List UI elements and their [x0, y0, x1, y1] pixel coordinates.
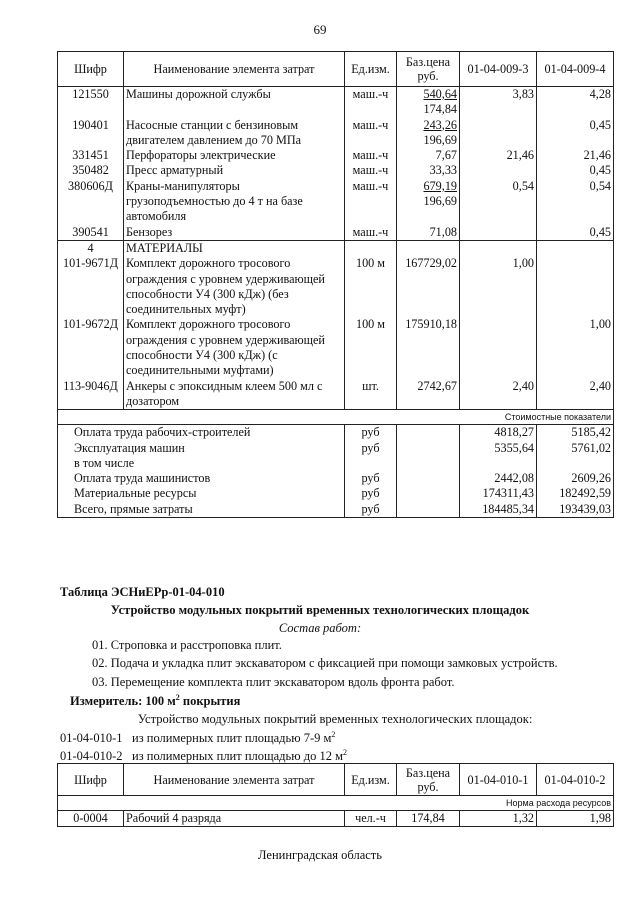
row-code: 0-0004 [58, 811, 124, 827]
price-secondary: 196,69 [423, 132, 457, 147]
row-unit: маш.-ч [345, 118, 397, 149]
row-unit: шт. [345, 379, 397, 410]
row-name: Комплект дорожного тросового ограждения с уровнем удерживающей способности У4 (300 кДж) (без соединительных муфт) [124, 256, 345, 317]
header-code: Шифр [58, 764, 124, 796]
measure-label: Измеритель: 100 м [70, 694, 176, 709]
row-value-1: 0,54 [460, 179, 537, 225]
total-row [58, 502, 614, 518]
total-value-1: 174311,43 [460, 486, 537, 501]
row-code: 390541 [58, 225, 124, 241]
header-variant-2: 01-04-009-4 [537, 52, 614, 87]
table-row [58, 163, 614, 178]
row-value-2: 1,98 [537, 811, 614, 827]
cost-caption-row [58, 410, 614, 425]
table-row [58, 87, 614, 118]
table-row [58, 317, 614, 378]
variant-line [60, 748, 347, 764]
total-name: в том числе [58, 456, 345, 471]
row-name: Насосные станции с бензиновым двигателем давлением до 70 МПа [124, 118, 345, 149]
row-code: 380606Д [58, 179, 124, 225]
cost-caption: Стоимостные показатели [58, 410, 614, 425]
total-value-1: 184485,34 [460, 502, 537, 518]
measure-suffix: покрытия [179, 694, 241, 709]
row-code: 350482 [58, 163, 124, 178]
header-variant-1: 01-04-009-3 [460, 52, 537, 87]
table-header [58, 52, 614, 87]
total-value-2: 2609,26 [537, 471, 614, 486]
table-row [58, 225, 614, 241]
total-value-2 [537, 456, 614, 471]
variant-code: 01-04-010-2 [60, 749, 123, 764]
row-code: 121550 [58, 87, 124, 118]
table-row [58, 179, 614, 225]
row-value-2: 0,45 [537, 163, 614, 178]
row-value-2: 0,45 [537, 225, 614, 241]
total-value-2: 182492,59 [537, 486, 614, 501]
row-unit: маш.-ч [345, 163, 397, 178]
variant-code: 01-04-010-1 [60, 731, 123, 746]
section-row [58, 240, 614, 256]
price-value: 679,19 [423, 178, 457, 193]
row-value-2: 0,45 [537, 118, 614, 149]
row-value-1 [460, 225, 537, 241]
row-price: 71,08 [397, 225, 460, 241]
row-unit: маш.-ч [345, 179, 397, 225]
variant-sup: 2 [342, 748, 347, 757]
total-value-1: 2442,08 [460, 471, 537, 486]
total-row [58, 456, 614, 471]
row-price: 174,84 [397, 811, 460, 827]
row-price [397, 179, 460, 225]
total-value-2: 5761,02 [537, 441, 614, 456]
total-value-1 [460, 456, 537, 471]
price-secondary: 174,84 [423, 102, 457, 117]
row-code: 101-9672Д [58, 317, 124, 378]
row-name: Анкеры с эпоксидным клеем 500 мл с дозатором [124, 379, 345, 410]
header-unit: Ед.изм. [345, 764, 397, 796]
section-title: МАТЕРИАЛЫ [124, 240, 345, 256]
variant-text: из полимерных плит площадью до 12 м [132, 749, 343, 764]
variant-sup: 2 [331, 730, 336, 739]
total-unit: руб [345, 486, 397, 501]
row-name: Комплект дорожного тросового ограждения с уровнем удерживающей способности У4 (300 кДж) (с соединительными муфтами) [124, 317, 345, 378]
row-price: 175910,18 [397, 317, 460, 378]
row-value-1 [460, 317, 537, 378]
total-unit: руб [345, 502, 397, 518]
header-price: Баз.цена руб. [397, 52, 460, 87]
section-code: 4 [58, 240, 124, 256]
header-code: Шифр [58, 52, 124, 87]
row-value-2: 0,54 [537, 179, 614, 225]
row-name: Перфораторы электрические [124, 148, 345, 163]
table-row [58, 148, 614, 163]
total-name: Всего, прямые затраты [58, 502, 345, 518]
row-price [397, 87, 460, 118]
row-unit: 100 м [345, 317, 397, 378]
total-unit: руб [345, 441, 397, 456]
total-value-1: 4818,27 [460, 425, 537, 441]
row-value-2: 21,46 [537, 148, 614, 163]
row-unit: маш.-ч [345, 87, 397, 118]
total-unit: руб [345, 471, 397, 486]
total-unit [345, 456, 397, 471]
row-value-1: 21,46 [460, 148, 537, 163]
total-value-2: 193439,03 [537, 502, 614, 518]
total-row [58, 441, 614, 456]
total-value-2: 5185,42 [537, 425, 614, 441]
total-value-1: 5355,64 [460, 441, 537, 456]
table-code: Таблица ЭСНиЕРр-01-04-010 [60, 585, 225, 599]
table-header [58, 764, 614, 796]
work-description: Устройство модульных покрытий временных технологических площадок: [137, 712, 533, 726]
composition-title: Состав работ: [278, 621, 362, 635]
row-name: Пресс арматурный [124, 163, 345, 178]
row-code: 331451 [58, 148, 124, 163]
price-value: 243,26 [423, 117, 457, 132]
total-row [58, 486, 614, 501]
norm-caption: Норма расхода ресурсов [58, 796, 614, 811]
header-name: Наименование элемента затрат [124, 52, 345, 87]
row-value-2: 2,40 [537, 379, 614, 410]
row-value-1: 3,83 [460, 87, 537, 118]
resource-table [57, 51, 614, 518]
row-value-1: 1,32 [460, 811, 537, 827]
work-step: 03. Перемещение комплекта плит экскаватором вдоль фронта работ. [92, 675, 455, 689]
row-unit: маш.-ч [345, 225, 397, 241]
row-value-1: 1,00 [460, 256, 537, 317]
row-price [397, 118, 460, 149]
row-price: 2742,67 [397, 379, 460, 410]
table-row [58, 118, 614, 149]
header-variant-2: 01-04-010-2 [537, 764, 614, 796]
measure-sup: 2 [175, 693, 180, 702]
norm-caption-row [58, 796, 614, 811]
row-value-1: 2,40 [460, 379, 537, 410]
table-row [58, 811, 614, 827]
row-code: 101-9671Д [58, 256, 124, 317]
row-name: Бензорез [124, 225, 345, 241]
price-secondary: 196,69 [423, 194, 457, 209]
row-price: 167729,02 [397, 256, 460, 317]
row-name: Краны-манипуляторы грузоподъемностью до 4 т на базе автомобиля [124, 179, 345, 225]
table-row [58, 379, 614, 410]
total-name: Материальные ресурсы [58, 486, 345, 501]
footer-region: Ленинградская область [258, 848, 382, 862]
total-name: Эксплуатация машин [58, 441, 345, 456]
row-unit: 100 м [345, 256, 397, 317]
total-name: Оплата труда рабочих-строителей [58, 425, 345, 441]
row-unit: чел.-ч [345, 811, 397, 827]
work-step: 02. Подача и укладка плит экскаватором с фиксацией при помощи замковых устройств. [92, 656, 558, 670]
row-value-2 [537, 256, 614, 317]
resource-table-2 [57, 763, 614, 827]
header-price: Баз.цена руб. [397, 764, 460, 796]
table-title: Устройство модульных покрытий временных технологических площадок [110, 603, 530, 617]
total-row [58, 471, 614, 486]
row-value-1 [460, 118, 537, 149]
row-code: 113-9046Д [58, 379, 124, 410]
row-code: 190401 [58, 118, 124, 149]
total-row [58, 425, 614, 441]
row-value-2: 1,00 [537, 317, 614, 378]
header-name: Наименование элемента затрат [124, 764, 345, 796]
total-name: Оплата труда машинистов [58, 471, 345, 486]
header-variant-1: 01-04-010-1 [460, 764, 537, 796]
row-price: 7,67 [397, 148, 460, 163]
price-value: 540,64 [423, 87, 457, 101]
row-name: Рабочий 4 разряда [124, 811, 345, 827]
variant-text: из полимерных плит площадью 7-9 м [132, 731, 332, 746]
row-value-2: 4,28 [537, 87, 614, 118]
row-value-1 [460, 163, 537, 178]
row-name: Машины дорожной службы [124, 87, 345, 118]
page-number: 69 [313, 22, 327, 37]
table-row [58, 256, 614, 317]
variant-line [60, 730, 335, 746]
total-unit: руб [345, 425, 397, 441]
header-unit: Ед.изм. [345, 52, 397, 87]
row-price: 33,33 [397, 163, 460, 178]
row-unit: маш.-ч [345, 148, 397, 163]
work-step: 01. Строповка и расстроповка плит. [92, 638, 282, 652]
measure-unit [70, 693, 240, 709]
